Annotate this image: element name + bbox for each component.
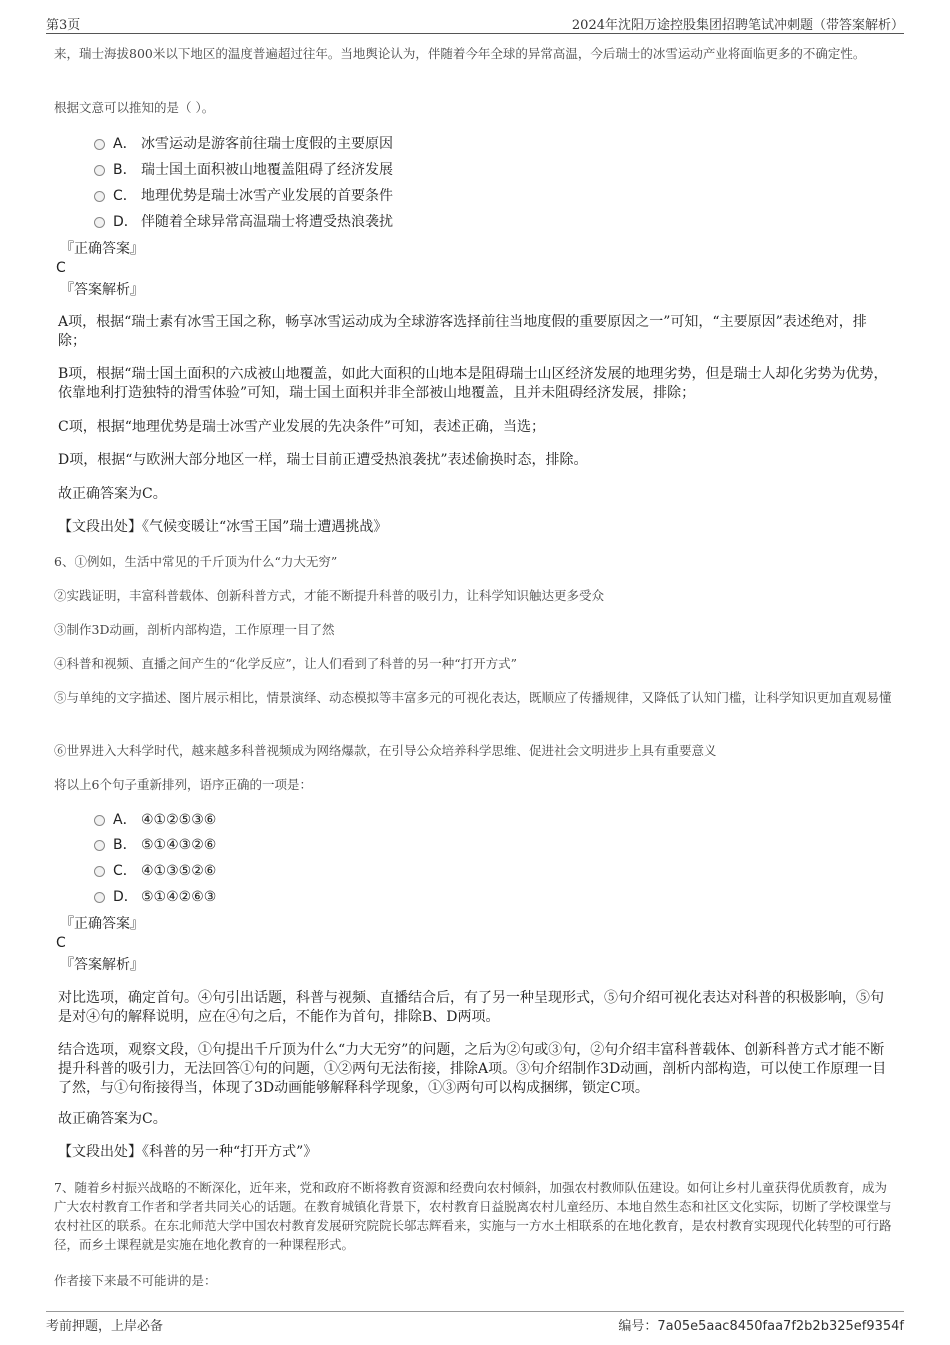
q5-answer: C: [56, 260, 66, 276]
q6-option-d[interactable]: D． ⑤①④②⑥③: [94, 887, 216, 907]
q6-answer: C: [56, 935, 66, 951]
q6-prompt: 将以上6个句子重新排列，语序正确的一项是：: [54, 777, 312, 792]
q5-analysis-d: D项，根据“与欧洲大部分地区一样，瑞士目前正遭受热浪袭扰”表述偷换时态，排除。: [58, 452, 588, 468]
q5-analysis-label: 『答案解析』: [60, 282, 144, 298]
q6-option-c[interactable]: C． ④①③⑤②⑥: [94, 861, 216, 881]
q5-conclusion: 故正确答案为C。: [58, 486, 167, 502]
document-title: 2024年沈阳万途控股集团招聘笔试冲刺题（带答案解析）: [571, 18, 904, 33]
q5-option-a[interactable]: A． 冰雪运动是游客前往瑞士度假的主要原因: [94, 134, 393, 154]
radio-icon[interactable]: [94, 139, 105, 150]
q5-option-b[interactable]: B． 瑞士国土面积被山地覆盖阻碍了经济发展: [94, 160, 393, 180]
q6-source: 【文段出处】《科普的另一种“打开方式”》: [58, 1144, 318, 1160]
q6-conclusion: 故正确答案为C。: [58, 1111, 167, 1127]
q6-option-a[interactable]: A． ④①②⑤③⑥: [94, 810, 216, 830]
radio-icon[interactable]: [94, 165, 105, 176]
q6-analysis-label: 『答案解析』: [60, 957, 144, 973]
q6-analysis-1: 对比选项，确定首句。④句引出话题，科普与视频、直播结合后，有了另一种呈现形式，⑤句介绍可视化表达对科普的积极影响，⑤句是对④句的解释说明，应在④句之后，不能作为首句，排除B、D两项。: [58, 990, 884, 1025]
q6-analysis-2: 结合选项，观察文段，①句提出千斤顶为什么“力大无穷”的问题，之后为②句或③句，②句介绍丰富科普载体、创新科普方式才能不断提升科普的吸引力，无法回答①句的问题，①②两句无法衔接，排除A项。③句介绍制作3D动画，剖析内部构造，可以使工作原理一目了然，与①句衔接得当，体现了3D动画能够解释科学现象，①③两句可以构成捆绑，锁定C项。: [58, 1042, 887, 1096]
q6-sentence-3: ③制作3D动画，剖析内部构造，工作原理一目了然: [54, 622, 335, 637]
q6-sentence-5: ⑤与单纯的文字描述、图片展示相比，情景演绎、动态模拟等丰富多元的可视化表达，既顺应了传播规律，又降低了认知门槛，让科学知识更加直观易懂: [54, 690, 892, 705]
q6-sentence-4: ④科普和视频、直播之间产生的“化学反应”，让人们看到了科普的另一种“打开方式”: [54, 656, 518, 671]
document-code: 编号：7a05e5aac8450faa7f2b2b325ef9354f: [618, 1319, 904, 1334]
radio-icon[interactable]: [94, 866, 105, 877]
page-footer: [46, 1311, 904, 1333]
radio-icon[interactable]: [94, 191, 105, 202]
q5-option-d[interactable]: D． 伴随着全球异常高温瑞士将遭受热浪袭扰: [94, 212, 393, 232]
q6-sentence-2: ②实践证明，丰富科普载体、创新科普方式，才能不断提升科普的吸引力，让科学知识触达更多受众: [54, 588, 605, 603]
q5-passage-tail: 来，瑞士海拔800米以下地区的温度普遍超过往年。当地舆论认为，伴随着今年全球的异常高温，今后瑞士的冰雪运动产业将面临更多的不确定性。: [54, 46, 866, 61]
q5-analysis-a: A项，根据“瑞士素有冰雪王国之称，畅享冰雪运动成为全球游客选择前往当地度假的重要原因之一”可知，“主要原因”表述绝对，排除；: [58, 314, 867, 349]
radio-icon[interactable]: [94, 815, 105, 826]
q6-sentence-6: ⑥世界进入大科学时代，越来越多科普视频成为网络爆款，在引导公众培养科学思维、促进社会文明进步上具有重要意义: [54, 743, 717, 758]
q7-passage: 7、随着乡村振兴战略的不断深化，近年来，党和政府不断将教育资源和经费向农村倾斜，加强农村教师队伍建设。如何让乡村儿童获得优质教育，成为广大农村教育工作者和学者共同关心的话题。在教育城镇化背景下，农村教育日益脱离农村儿童经历、本地自然生态和社区文化实际，切断了学校课堂与农村社区的联系。在东北师范大学中国农村教育发展研究院院长邬志辉看来，实施与一方水土相联系的在地化教育，是农村教育实现现代化转型的可行路径，而乡土课程就是实施在地化教育的一种课程形式。: [54, 1180, 892, 1252]
page-number: 第3页: [46, 18, 81, 33]
q5-analysis-b: B项，根据“瑞士国土面积的六成被山地覆盖，如此大面积的山地本是阻碍瑞士山区经济发展的地理劣势，但是瑞士人却化劣势为优势，依靠地利打造独特的滑雪体验”可知，瑞士国土面积并非全部被山地覆盖，且并未阻碍经济发展，排除；: [58, 366, 888, 401]
q5-source: 【文段出处】《气候变暖让“冰雪王国”瑞士遭遇挑战》: [58, 519, 388, 535]
page-header: [46, 14, 904, 34]
radio-icon[interactable]: [94, 840, 105, 851]
q6-answer-label: 『正确答案』: [60, 916, 144, 932]
q5-option-c[interactable]: C． 地理优势是瑞士冰雪产业发展的首要条件: [94, 186, 393, 206]
q6-sentence-1: 6、①例如，生活中常见的千斤顶为什么“力大无穷”: [54, 554, 338, 569]
q7-prompt: 作者接下来最不可能讲的是：: [54, 1273, 217, 1288]
q5-prompt: 根据文意可以推知的是（ ）。: [54, 100, 215, 115]
radio-icon[interactable]: [94, 892, 105, 903]
q5-analysis-c: C项，根据“地理优势是瑞士冰雪产业发展的先决条件”可知，表述正确，当选；: [58, 419, 546, 435]
footer-slogan: 考前押题，上岸必备: [46, 1319, 164, 1334]
radio-icon[interactable]: [94, 217, 105, 228]
q5-answer-label: 『正确答案』: [60, 241, 144, 257]
q6-option-b[interactable]: B． ⑤①④③②⑥: [94, 835, 216, 855]
